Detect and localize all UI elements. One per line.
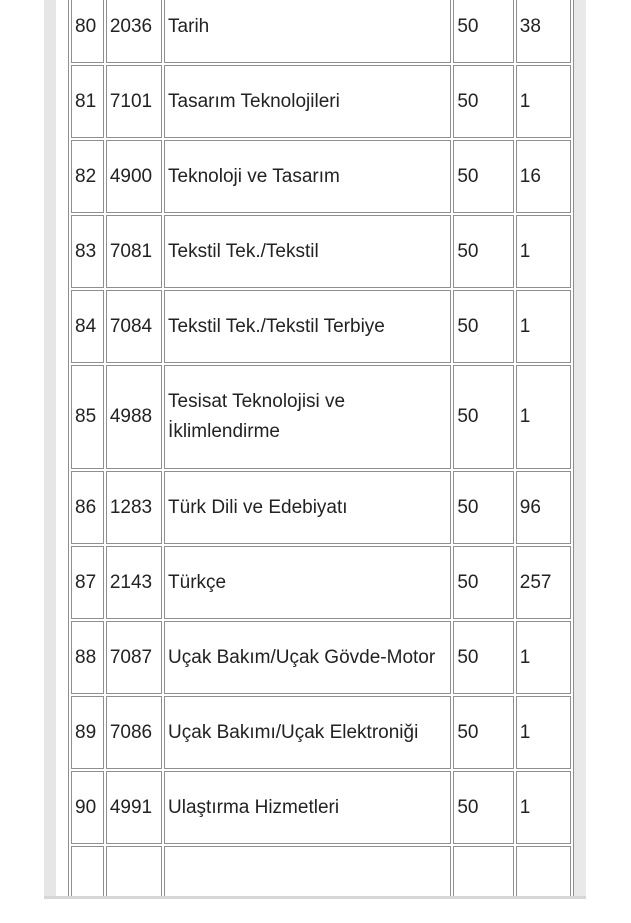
row-number-cell: 88 (71, 621, 104, 694)
code-cell: 7087 (106, 621, 162, 694)
table-row (71, 696, 571, 769)
table-row (71, 290, 571, 363)
count-cell (516, 846, 571, 898)
quota-cell: 50 (453, 290, 513, 363)
subject-name-cell: Uçak Bakımı/Uçak Elektroniği (164, 696, 451, 769)
count-cell: 1 (516, 65, 571, 138)
count-cell: 1 (516, 696, 571, 769)
left-page-margin (44, 0, 56, 898)
row-number-cell: 90 (71, 771, 104, 844)
code-cell: 4991 (106, 771, 162, 844)
table-viewport[interactable] (68, 0, 574, 898)
row-number-cell: 80 (71, 0, 104, 63)
subject-name-cell: Türk Dili ve Edebiyatı (164, 471, 451, 544)
count-cell: 1 (516, 621, 571, 694)
count-cell: 16 (516, 140, 571, 213)
table-row (71, 65, 571, 138)
subject-name-cell: Tekstil Tek./Tekstil Terbiye (164, 290, 451, 363)
subject-name-cell: Tesisat Teknolojisi ve İklimlendirme (164, 365, 451, 469)
code-cell: 2143 (106, 546, 162, 619)
quota-cell: 50 (453, 0, 513, 63)
table-row-partial (71, 846, 571, 898)
table-row (71, 546, 571, 619)
count-cell: 38 (516, 0, 571, 63)
quota-cell (453, 846, 513, 898)
subject-name-cell: Tarih (164, 0, 451, 63)
subject-name-cell: Tekstil Tek./Tekstil (164, 215, 451, 288)
quota-cell: 50 (453, 65, 513, 138)
row-number-cell: 83 (71, 215, 104, 288)
row-number-cell: 86 (71, 471, 104, 544)
code-cell: 7081 (106, 215, 162, 288)
count-cell: 257 (516, 546, 571, 619)
table-row (71, 471, 571, 544)
quota-cell: 50 (453, 140, 513, 213)
row-number-cell: 84 (71, 290, 104, 363)
right-scroll-gutter[interactable] (574, 0, 586, 898)
subject-name-cell: Türkçe (164, 546, 451, 619)
code-cell: 2036 (106, 0, 162, 63)
table-row (71, 0, 571, 63)
table-row (71, 215, 571, 288)
quota-table (68, 0, 574, 898)
count-cell: 1 (516, 290, 571, 363)
code-cell: 7084 (106, 290, 162, 363)
row-number-cell: 82 (71, 140, 104, 213)
quota-cell: 50 (453, 365, 513, 469)
row-number-cell (71, 846, 104, 898)
table-row (71, 771, 571, 844)
subject-name-cell (164, 846, 451, 898)
quota-cell: 50 (453, 621, 513, 694)
row-number-cell: 85 (71, 365, 104, 469)
subject-name-cell: Ulaştırma Hizmetleri (164, 771, 451, 844)
count-cell: 1 (516, 771, 571, 844)
table-row (71, 140, 571, 213)
row-number-cell: 81 (71, 65, 104, 138)
quota-cell: 50 (453, 546, 513, 619)
count-cell: 1 (516, 365, 571, 469)
subject-name-cell: Uçak Bakım/Uçak Gövde-Motor (164, 621, 451, 694)
quota-cell: 50 (453, 771, 513, 844)
code-cell: 4988 (106, 365, 162, 469)
quota-table-body (71, 0, 571, 898)
subject-name-cell: Tasarım Teknolojileri (164, 65, 451, 138)
count-cell: 96 (516, 471, 571, 544)
row-number-cell: 87 (71, 546, 104, 619)
quota-cell: 50 (453, 696, 513, 769)
code-cell: 4900 (106, 140, 162, 213)
table-row (71, 365, 571, 469)
code-cell: 1283 (106, 471, 162, 544)
quota-cell: 50 (453, 215, 513, 288)
quota-cell: 50 (453, 471, 513, 544)
subject-name-cell: Teknoloji ve Tasarım (164, 140, 451, 213)
code-cell (106, 846, 162, 898)
count-cell: 1 (516, 215, 571, 288)
bottom-edge-bar (44, 896, 586, 899)
row-number-cell: 89 (71, 696, 104, 769)
code-cell: 7086 (106, 696, 162, 769)
code-cell: 7101 (106, 65, 162, 138)
table-row (71, 621, 571, 694)
